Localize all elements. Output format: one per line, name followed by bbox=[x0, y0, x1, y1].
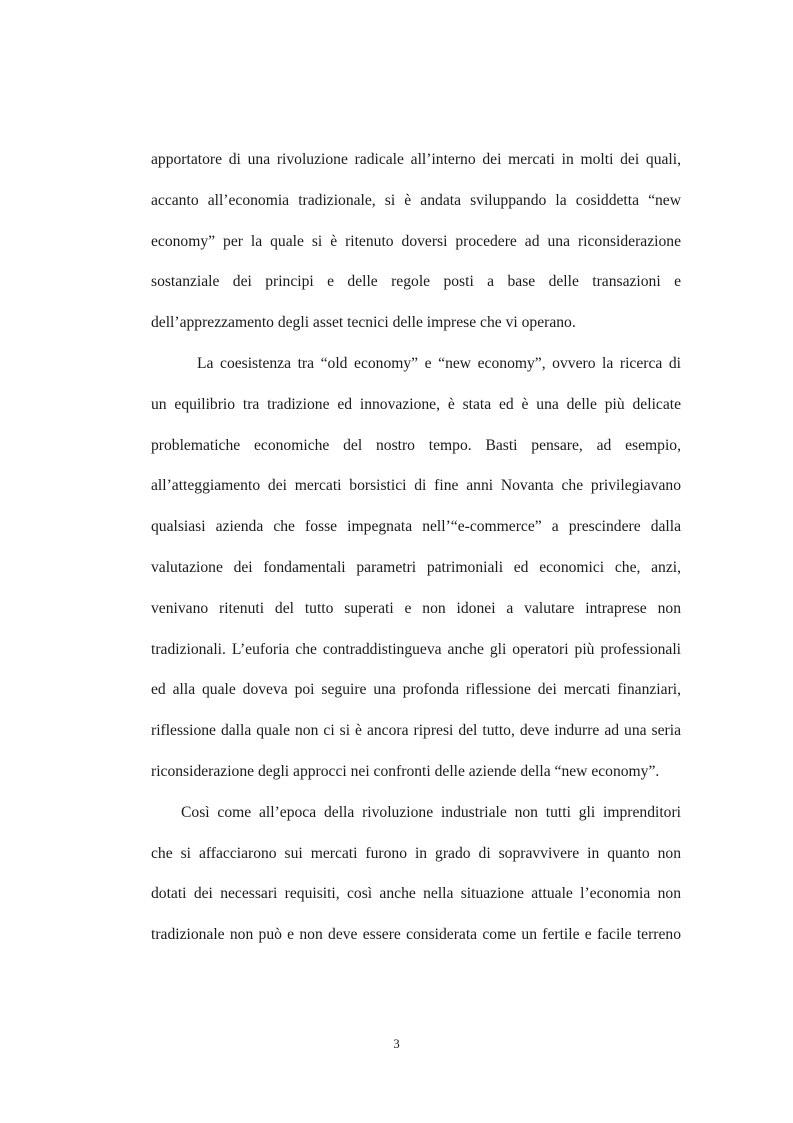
page-number: 3 bbox=[393, 1036, 400, 1051]
body-text bbox=[151, 146, 681, 962]
text-line: Così come all’epoca della rivoluzione industriale non tutti gli imprenditori bbox=[181, 803, 681, 821]
text-line: valutazione dei fondamentali parametri patrimoniali ed economici che, anzi, bbox=[151, 558, 681, 576]
text-line: dotati dei necessari requisiti, così anche nella situazione attuale l’economia non bbox=[151, 885, 681, 903]
text-line: riconsiderazione degli approcci nei confronti delle aziende della “new economy”. bbox=[151, 762, 660, 780]
text-line: tradizionali. L’euforia che contraddistingueva anche gli operatori più professionali bbox=[151, 640, 681, 658]
text-line: problematiche economiche del nostro tempo. Basti pensare, ad esempio, bbox=[151, 436, 681, 454]
text-line: qualsiasi azienda che fosse impegnata nell’“e-commerce” a prescindere dalla bbox=[151, 518, 681, 536]
text-line: che si affacciarono sui mercati furono in grado di sopravvivere in quanto non bbox=[151, 844, 681, 862]
text-line: un equilibrio tra tradizione ed innovazione, è stata ed è una delle più delicate bbox=[151, 395, 681, 413]
text-line: accanto all’economia tradizionale, si è andata sviluppando la cosiddetta “new bbox=[151, 191, 681, 209]
text-line: riflessione dalla quale non ci si è ancora ripresi del tutto, deve indurre ad una seria bbox=[151, 722, 681, 740]
text-line: economy” per la quale si è ritenuto doversi procedere ad una riconsiderazione bbox=[151, 232, 681, 250]
text-line: all’atteggiamento dei mercati borsistici di fine anni Novanta che privilegiavano bbox=[151, 477, 681, 495]
text-line: venivano ritenuti del tutto superati e non idonei a valutare intraprese non bbox=[151, 599, 681, 617]
text-line: ed alla quale doveva poi seguire una profonda riflessione dei mercati finanziari, bbox=[151, 681, 681, 699]
text-line: dell’apprezzamento degli asset tecnici delle imprese che vi operano. bbox=[151, 314, 576, 332]
text-line: tradizionale non può e non deve essere considerata come un fertile e facile terreno bbox=[151, 926, 681, 944]
text-line: apportatore di una rivoluzione radicale all’interno dei mercati in molti dei quali, bbox=[151, 151, 681, 168]
text-line: sostanziale dei principi e delle regole posti a base delle transazioni e bbox=[151, 273, 681, 291]
text-line: La coesistenza tra “old economy” e “new economy”, ovvero la ricerca di bbox=[197, 354, 681, 372]
